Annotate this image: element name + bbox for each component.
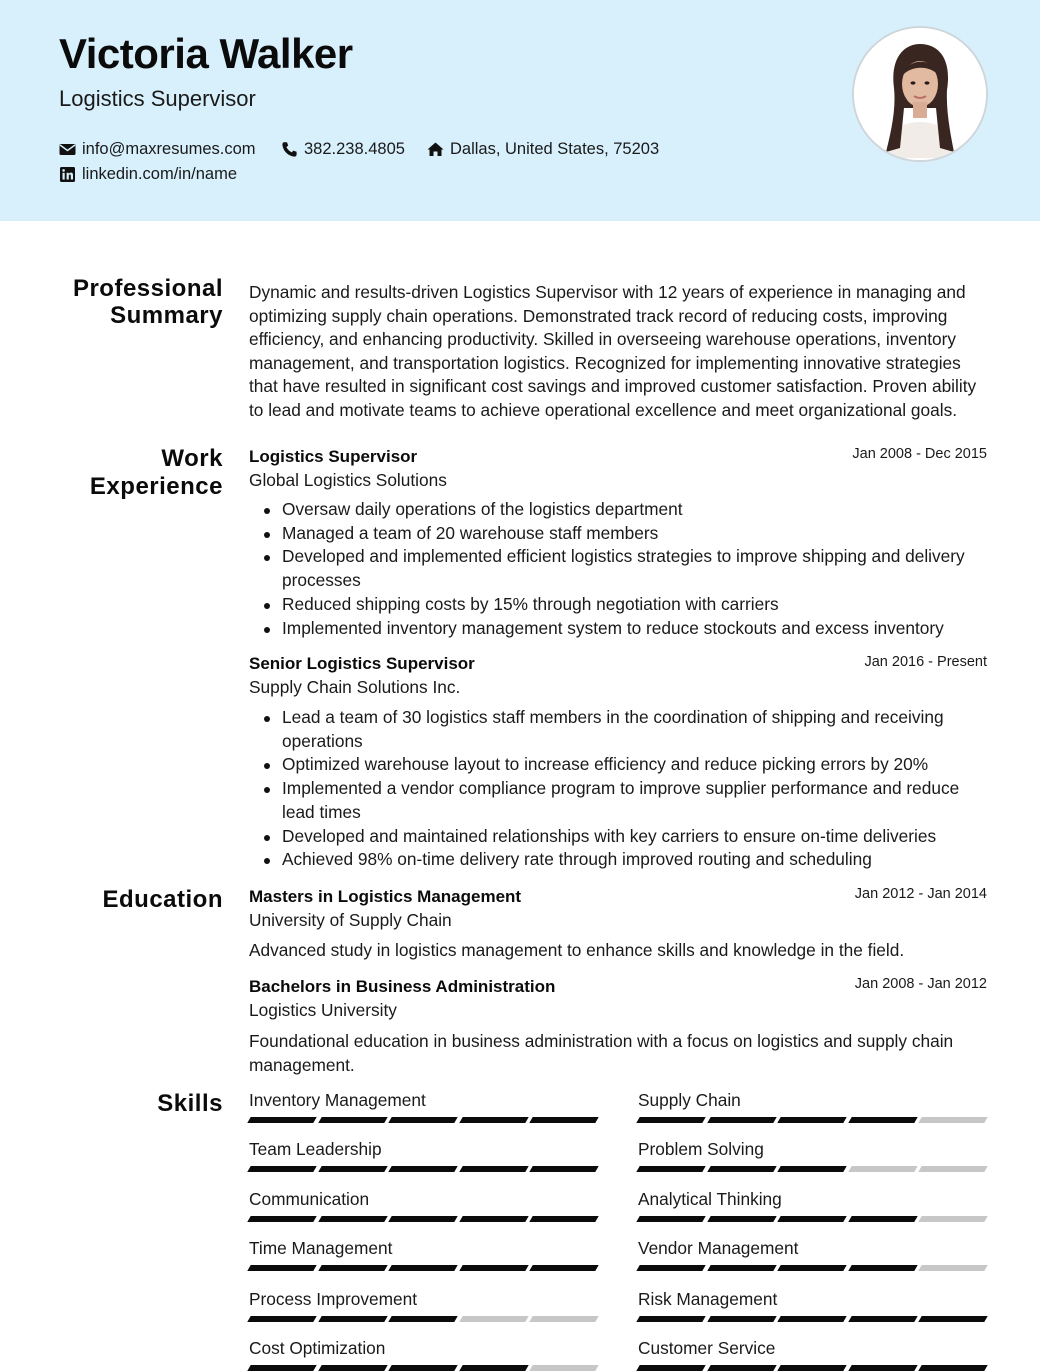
- job-company: Supply Chain Solutions Inc.: [249, 677, 461, 697]
- skill-rating-segment: [777, 1216, 846, 1222]
- skill-rating-segment: [247, 1216, 316, 1222]
- job-bullets: [262, 706, 987, 872]
- skill-item: [249, 1288, 597, 1322]
- skill-label: Risk Management: [638, 1289, 778, 1309]
- skill-rating-segment: [919, 1316, 988, 1322]
- skill-rating-bar: [638, 1316, 986, 1322]
- skill-rating-segment: [707, 1117, 776, 1123]
- skill-label: Customer Service: [638, 1338, 776, 1358]
- job-title: Logistics Supervisor: [249, 447, 418, 466]
- skill-rating-segment: [247, 1316, 316, 1322]
- skill-rating-segment: [247, 1117, 316, 1123]
- skill-rating-segment: [459, 1117, 528, 1123]
- work-title-line-2: Experience: [89, 473, 223, 500]
- skill-item: [638, 1288, 986, 1322]
- skill-rating-bar: [638, 1166, 986, 1172]
- skill-rating-segment: [919, 1166, 988, 1172]
- list-item: Optimized warehouse layout to increase efficiency and reduce picking errors by 20%: [262, 753, 987, 777]
- skill-rating-segment: [318, 1117, 387, 1123]
- degree-title: Bachelors in Business Administration: [249, 977, 556, 996]
- skill-rating-segment: [388, 1265, 457, 1271]
- skill-item: [249, 1237, 597, 1271]
- job-dates: Jan 2016 - Present: [864, 654, 987, 670]
- skill-rating-segment: [459, 1316, 528, 1322]
- degree-school: Logistics University: [249, 1000, 397, 1020]
- skill-rating-bar: [249, 1316, 597, 1322]
- skill-item: [638, 1138, 986, 1172]
- email-contact[interactable]: [59, 140, 256, 159]
- summary-section-title: [73, 275, 223, 329]
- skill-rating-segment: [247, 1265, 316, 1271]
- skill-rating-bar: [638, 1365, 986, 1371]
- skill-rating-segment: [636, 1316, 705, 1322]
- work-section-title: [90, 445, 223, 501]
- email-text[interactable]: info@maxresumes.com: [82, 140, 256, 158]
- skill-rating-segment: [777, 1316, 846, 1322]
- summary-title-line-1: Professional: [72, 275, 223, 302]
- skill-rating-segment: [459, 1216, 528, 1222]
- skill-label: Inventory Management: [249, 1090, 426, 1110]
- skill-rating-bar: [249, 1166, 597, 1172]
- skill-rating-segment: [459, 1265, 528, 1271]
- skill-label: Time Management: [249, 1238, 393, 1258]
- phone-icon: [281, 141, 298, 158]
- skill-item: [638, 1237, 986, 1271]
- skill-label: Supply Chain: [638, 1090, 741, 1110]
- degree-dates: Jan 2008 - Jan 2012: [854, 976, 987, 992]
- skill-rating-segment: [530, 1117, 599, 1123]
- skill-rating-segment: [777, 1365, 846, 1371]
- skill-rating-segment: [318, 1365, 387, 1371]
- skill-rating-segment: [636, 1166, 705, 1172]
- summary-title-line-2: Summary: [110, 302, 223, 329]
- degree-description: Foundational education in business administration with a focus on logistics and supply chain management.: [249, 1031, 954, 1075]
- skill-rating-segment: [848, 1365, 917, 1371]
- skill-rating-segment: [777, 1265, 846, 1271]
- degree-dates: Jan 2012 - Jan 2014: [854, 886, 987, 902]
- list-item: Oversaw daily operations of the logistics department: [262, 498, 987, 522]
- skill-rating-bar: [249, 1216, 597, 1222]
- location-contact: [427, 140, 659, 159]
- skill-item: [249, 1138, 597, 1172]
- skill-rating-segment: [388, 1166, 457, 1172]
- resume-header: [0, 0, 1040, 221]
- skill-rating-segment: [318, 1316, 387, 1322]
- candidate-name: Victoria Walker: [59, 30, 353, 77]
- skill-rating-segment: [318, 1265, 387, 1271]
- linkedin-contact[interactable]: [59, 165, 237, 184]
- skill-rating-bar: [638, 1216, 986, 1222]
- skill-rating-bar: [638, 1117, 986, 1123]
- skill-item: [249, 1188, 597, 1222]
- skill-rating-segment: [848, 1117, 917, 1123]
- skill-label: Problem Solving: [638, 1139, 764, 1159]
- job-title: Senior Logistics Supervisor: [249, 654, 475, 673]
- list-item: Implemented inventory management system to reduce stockouts and excess inventory: [262, 617, 987, 641]
- skill-rating-segment: [777, 1166, 846, 1172]
- skill-rating-segment: [636, 1265, 705, 1271]
- skill-label: Cost Optimization: [249, 1338, 386, 1358]
- skill-rating-segment: [318, 1216, 387, 1222]
- job-dates: Jan 2008 - Dec 2015: [852, 446, 987, 462]
- degree-school: University of Supply Chain: [249, 910, 452, 930]
- skill-rating-segment: [848, 1265, 917, 1271]
- skill-label: Communication: [249, 1189, 370, 1209]
- skill-rating-segment: [848, 1216, 917, 1222]
- skill-rating-segment: [388, 1316, 457, 1322]
- skill-rating-segment: [388, 1365, 457, 1371]
- skill-rating-segment: [848, 1316, 917, 1322]
- skill-rating-segment: [247, 1365, 316, 1371]
- list-item: Developed and maintained relationships with key carriers to ensure on-time deliveries: [262, 825, 987, 849]
- location-text: Dallas, United States, 75203: [450, 140, 660, 158]
- linkedin-icon: [59, 166, 76, 183]
- skill-rating-segment: [919, 1117, 988, 1123]
- skill-rating-segment: [636, 1216, 705, 1222]
- skill-rating-segment: [707, 1365, 776, 1371]
- skill-rating-segment: [530, 1166, 599, 1172]
- skill-rating-segment: [318, 1166, 387, 1172]
- skill-label: Analytical Thinking: [638, 1189, 782, 1209]
- skill-item: [638, 1188, 986, 1222]
- skill-label: Team Leadership: [249, 1139, 382, 1159]
- education-section-title: Education: [102, 886, 223, 913]
- list-item: Implemented a vendor compliance program to improve supplier performance and reduce lead times: [262, 777, 987, 824]
- degree-description: Advanced study in logistics management to enhance skills and knowledge in the field.: [249, 940, 905, 960]
- skill-rating-bar: [638, 1265, 986, 1271]
- summary-text: Dynamic and results-driven Logistics Supervisor with 12 years of experience in managing and optimizing supply chain operations. Demonstrated track record of reducing costs, improving efficiency, and enhancing productivity. Skilled in overseeing warehouse operations, inventory management, and transportation logistics. Recognized for implementing innovative strategies that have resulted in significant cost savings and improved customer satisfaction. Proven ability to lead and motivate teams to achieve operational excellence and meet organizational goals.: [249, 282, 977, 420]
- skill-rating-bar: [249, 1265, 597, 1271]
- skill-item: [249, 1089, 597, 1123]
- job-company: Global Logistics Solutions: [249, 470, 447, 490]
- skill-item: [249, 1337, 597, 1371]
- skill-rating-segment: [919, 1216, 988, 1222]
- skill-rating-bar: [249, 1117, 597, 1123]
- skill-rating-segment: [530, 1316, 599, 1322]
- degree-title: Masters in Logistics Management: [249, 887, 522, 906]
- skill-rating-segment: [247, 1166, 316, 1172]
- skill-rating-segment: [530, 1216, 599, 1222]
- skill-rating-bar: [249, 1365, 597, 1371]
- skill-rating-segment: [848, 1166, 917, 1172]
- skill-rating-segment: [919, 1365, 988, 1371]
- job-bullets: [262, 498, 987, 640]
- skill-item: [638, 1089, 986, 1123]
- skill-rating-segment: [636, 1117, 705, 1123]
- profile-photo: [852, 26, 988, 162]
- home-icon: [427, 141, 444, 158]
- skill-rating-segment: [459, 1166, 528, 1172]
- skill-rating-segment: [530, 1365, 599, 1371]
- linkedin-text[interactable]: linkedin.com/in/name: [82, 165, 237, 183]
- list-item: Developed and implemented efficient logistics strategies to improve shipping and delivery processes: [262, 545, 987, 592]
- envelope-icon: [59, 141, 76, 158]
- candidate-title: Logistics Supervisor: [59, 86, 256, 111]
- skill-rating-segment: [459, 1365, 528, 1371]
- skill-rating-segment: [707, 1216, 776, 1222]
- work-title-line-1: Work: [161, 445, 223, 472]
- skill-rating-segment: [707, 1316, 776, 1322]
- phone-contact[interactable]: [281, 140, 405, 159]
- list-item: Reduced shipping costs by 15% through negotiation with carriers: [262, 593, 987, 617]
- list-item: Managed a team of 20 warehouse staff members: [262, 522, 987, 546]
- skill-item: [638, 1337, 986, 1371]
- list-item: Achieved 98% on-time delivery rate through improved routing and scheduling: [262, 848, 987, 872]
- skill-rating-segment: [777, 1117, 846, 1123]
- skill-rating-segment: [530, 1265, 599, 1271]
- skill-rating-segment: [707, 1265, 776, 1271]
- skill-rating-segment: [707, 1166, 776, 1172]
- skill-rating-segment: [919, 1265, 988, 1271]
- skill-rating-segment: [388, 1216, 457, 1222]
- skill-rating-segment: [636, 1365, 705, 1371]
- skills-section-title: Skills: [157, 1090, 223, 1117]
- skill-rating-segment: [388, 1117, 457, 1123]
- phone-text[interactable]: 382.238.4805: [304, 140, 405, 158]
- list-item: Lead a team of 30 logistics staff members in the coordination of shipping and receiving operations: [262, 706, 987, 753]
- skill-label: Process Improvement: [249, 1289, 418, 1309]
- skill-label: Vendor Management: [638, 1238, 799, 1258]
